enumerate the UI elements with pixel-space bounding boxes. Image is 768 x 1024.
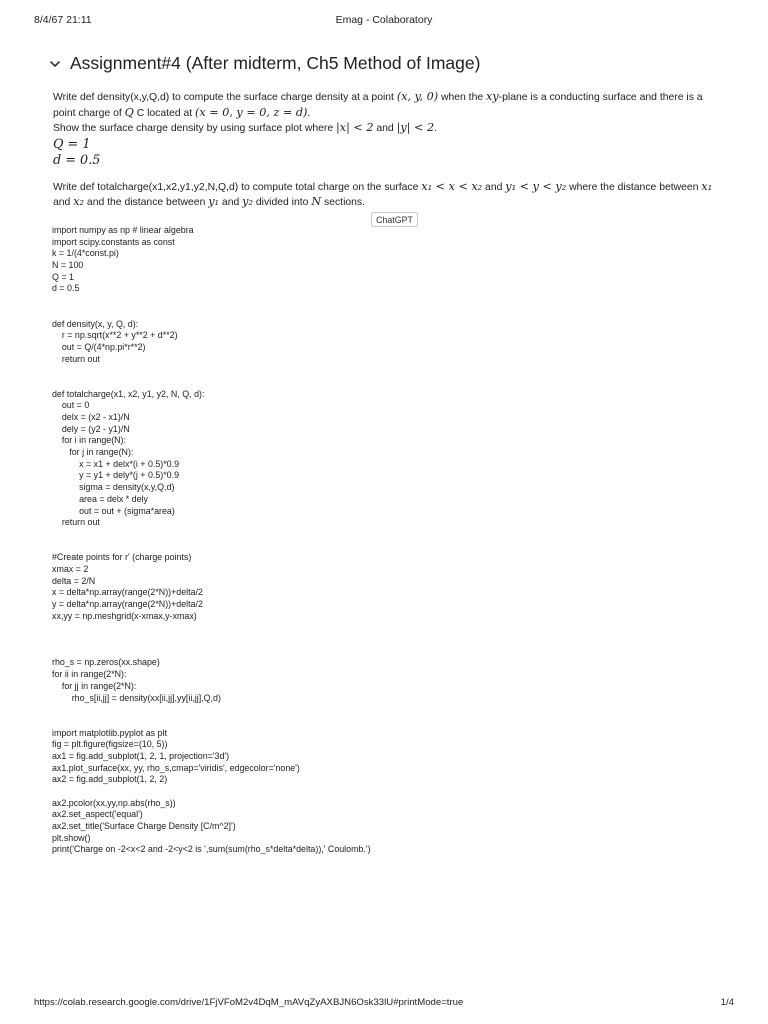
document-title: Emag - Colaboratory [335,14,433,26]
text-run: sections. [321,197,366,209]
code-line: out = out + (sigma*area) [52,505,175,516]
spacer [53,170,713,180]
code-line: ax1 = fig.add_subplot(1, 2, 1, projection='3d') [52,750,230,761]
text-run: Show the surface charge density by using surface plot where [53,123,337,135]
chevron-down-icon[interactable] [48,57,62,71]
code-line [52,716,672,728]
code-line: #Create points for r' (charge points) [52,552,192,563]
code-line: rho_s = np.zeros(xx.shape) [52,657,160,668]
code-line [52,377,672,389]
text-paragraph [53,195,713,211]
code-line: N = 100 [52,260,84,271]
math-run: |y| < 2 [396,121,435,135]
code-line: ax1.plot_surface(xx, yy, rho_s,cmap='viridis', edgecolor='none') [52,762,300,773]
text-run: Write def density(x,y,Q,d) to compute the surface charge density at a point [53,92,397,103]
code-line [52,634,672,646]
text-run: when the [438,92,487,103]
print-datetime: 8/4/67 21:11 [34,14,92,26]
code-line [52,786,672,798]
code-line: rho_s[ii,jj] = density(xx[ii,jj],yy[ii,jj],Q,d) [52,692,221,703]
equation-d: d = 0.5 [53,153,101,169]
code-line [52,529,672,541]
section-title: Assignment#4 (After midterm, Ch5 Method of Image) [70,53,481,73]
math-run: y₁ < y < y₂ [505,179,567,193]
math-run: |x| < 2 [336,121,374,135]
code-line: def totalcharge(x1, x2, y1, y2, N, Q, d): [52,388,205,399]
print-footer [34,997,734,1011]
code-line [52,295,672,307]
code-line: area = delx * dely [52,493,148,504]
math-run: (x = 0, y = 0, z = d) [195,105,308,119]
code-line: out = Q/(4*np.pi*r**2) [52,341,146,352]
text-run: and [373,123,397,135]
text-run: and the distance between [84,197,209,209]
math-run: xy [486,90,499,103]
code-line [52,704,672,716]
text-paragraph [53,121,713,137]
text-run: divided into [252,197,312,209]
code-line: delx = (x2 - x1)/N [52,412,130,422]
code-line: dely = (y2 - y1)/N [52,423,130,434]
code-line: d = 0.5 [52,283,80,294]
text-run: -plane is a conducting surface and there is a [498,92,703,103]
math-run: Q [124,105,134,119]
page-number: 1/4 [720,997,734,1008]
code-line [52,622,672,634]
code-line: import numpy as np # linear algebra [52,225,194,235]
code-line: xmax = 2 [52,563,89,574]
print-header [34,14,734,30]
code-line: r = np.sqrt(x**2 + y**2 + d**2) [52,330,178,341]
text-run: where the distance between [566,181,702,193]
text-paragraph [53,106,713,122]
code-line: for jj in range(2*N): [52,680,137,691]
code-line: k = 1/(4*const.pi) [52,248,119,259]
code-line: ax2.pcolor(xx,yy,np.abs(rho_s)) [52,797,176,808]
text-run: and [53,197,74,209]
math-run: y₂ [242,195,253,209]
math-run: N [311,195,322,209]
code-line: x = delta*np.array(range(2*N))+delta/2 [52,587,203,598]
code-line: plt.show() [52,832,91,843]
code-line: def density(x, y, Q, d): [52,318,139,329]
code-line: out = 0 [52,400,90,411]
page-url: https://colab.research.google.com/drive/1FjVFoM2v4DqM_mAVqZyAXBJN6Osk33lU#printMode=true [34,997,464,1008]
code-line [52,646,672,658]
code-line: x = x1 + delx*(i + 0.5)*0.9 [52,458,180,469]
text-run: C located at [133,107,196,119]
math-run: x₁ < x < x₂ [421,179,483,193]
code-line: y = y1 + dely*(j + 0.5)*0.9 [52,470,180,481]
assignment-text-cell [53,90,713,211]
code-line [52,365,672,377]
code-line [52,307,672,319]
math-run: x₁ [701,179,713,193]
code-line: xx,yy = np.meshgrid(x-xmax,y-xmax) [52,610,197,621]
text-run: and [219,197,243,209]
math-run: (x, y, 0) [396,90,439,103]
code-line: fig = plt.figure(figsize=(10, 5)) [52,739,168,750]
code-line: return out [52,517,100,528]
code-line: print('Charge on -2<x<2 and -2<y<2 is ',sum(sum(rho_s*delta*delta)),' Coulomb.') [52,844,371,855]
code-line: ax2 = fig.add_subplot(1, 2, 2) [52,774,168,785]
code-line: for j in range(N): [52,447,134,458]
math-run: y₁ [208,195,220,209]
code-line: ax2.set_aspect('equal') [52,809,143,820]
equation-q: Q = 1 [53,136,91,152]
text-run: point charge of [53,107,125,119]
code-line: import matplotlib.pyplot as plt [52,727,167,738]
code-line: import scipy.constants as const [52,236,175,247]
text-run: and [482,181,506,193]
code-line: y = delta*np.array(range(2*N))+delta/2 [52,599,203,609]
text-run: Write def totalcharge(x1,x2,y1,y2,N,Q,d) to compute total charge on the surface [53,181,422,193]
code-line: Q = 1 [52,271,74,282]
code-line: sigma = density(x,y,Q,d) [52,482,175,493]
chatgpt-button[interactable]: ChatGPT [371,212,418,227]
math-run: x₂ [73,195,85,209]
code-line: for i in range(N): [52,435,126,446]
code-cell[interactable] [52,225,672,856]
text-paragraph [53,90,713,106]
code-line: return out [52,353,100,364]
code-line [52,541,672,553]
text-paragraph [53,180,713,196]
code-line: ax2.set_title('Surface Charge Density [C/m^2]') [52,821,236,832]
text-run: . [307,107,311,119]
code-line: for ii in range(2*N): [52,669,127,680]
text-run: . [434,123,437,135]
code-line: delta = 2/N [52,575,96,586]
